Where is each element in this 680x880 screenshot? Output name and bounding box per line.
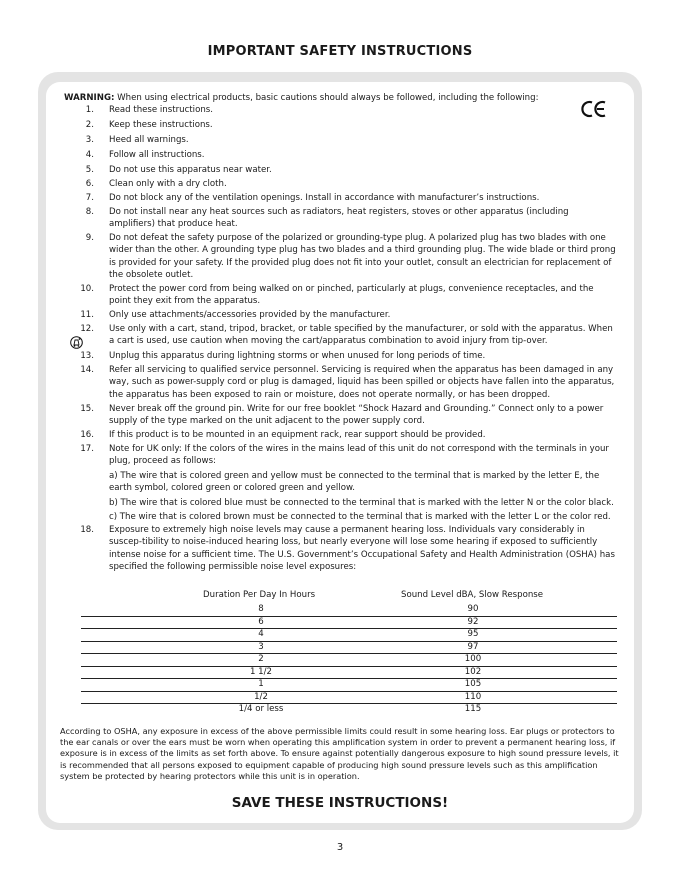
cell-duration: 1 — [258, 679, 264, 689]
table-row — [81, 629, 617, 642]
item-number: 16. — [80, 430, 94, 440]
item-text: Do not block any of the ventilation openings. Install in accordance with manufacturer’s instructions. — [109, 193, 540, 203]
cart-tip-over-icon — [70, 336, 83, 349]
item-number: 14. — [80, 365, 94, 375]
item-text: Use only with a cart, stand, tripod, bracket, or table specified by the manufacturer, or sold with the apparatus. When a cart is used, use caution when moving the cart/apparatus combination to avoid injury from tip-over. — [109, 324, 613, 347]
cell-sound-level: 95 — [467, 629, 479, 639]
table-header — [81, 590, 617, 604]
item-text: Do not use this apparatus near water. — [109, 165, 272, 175]
item-number: 12. — [80, 324, 94, 334]
table-row — [81, 704, 617, 716]
item-number: 18. — [80, 525, 94, 535]
item-number: 6. — [85, 179, 94, 189]
item-number: 7. — [85, 193, 94, 203]
item-text: Only use attachments/accessories provided by the manufacturer. — [109, 310, 391, 320]
item-text: Do not install near any heat sources such as radiators, heat registers, stoves or other apparatus (including amplifiers) that produce heat. — [109, 207, 569, 230]
table-row — [81, 679, 617, 692]
item-number: 10. — [80, 284, 94, 294]
uk-note-sub-b: b) The wire that is colored blue must be connected to the terminal that is marked with the letter N or the color black. — [109, 497, 614, 508]
item-text: If this product is to be mounted in an equipment rack, rear support should be provided. — [109, 430, 486, 440]
cell-duration: 1/4 or less — [238, 704, 284, 714]
cell-duration: 1 1/2 — [249, 666, 273, 677]
item-number: 8. — [85, 207, 94, 217]
cell-duration: 1/2 — [254, 691, 268, 702]
cell-sound-level: 97 — [467, 641, 479, 652]
cell-duration: 6 — [258, 616, 264, 627]
cell-duration: 4 — [258, 629, 264, 639]
item-text: Refer all servicing to qualified service personnel. Servicing is required when the apparatus has been damaged in any way, such as power-supply cord or plug is damaged, liquid has been spilled or objects have fallen into the apparatus, the apparatus has been exposed to rain or moisture, does not operate normally, or has been dropped. — [109, 365, 615, 400]
table-row — [81, 654, 617, 667]
column-header-duration: Duration Per Day In Hours — [203, 590, 316, 600]
item-text: Protect the power cord from being walked on or pinched, particularly at plugs, convenience receptacles, and the point they exit from the apparatus. — [109, 284, 594, 307]
warning-body: When using electrical products, basic cautions should always be followed, including the following: — [114, 93, 539, 103]
item-text: Clean only with a dry cloth. — [109, 179, 227, 189]
item-number: 9. — [85, 233, 94, 243]
cell-sound-level: 100 — [464, 654, 482, 664]
page-number: 3 — [336, 842, 344, 853]
item-text: Read these instructions. — [109, 105, 213, 115]
table-row — [81, 692, 617, 705]
uk-note-sub-c: c) The wire that is colored brown must be connected to the terminal that is marked with the letter L or the color red. — [109, 512, 611, 523]
item-text: Heed all warnings. — [109, 135, 189, 145]
table-row — [81, 667, 617, 680]
warning-text — [64, 93, 624, 104]
item-text — [109, 443, 616, 523]
item-number: 1. — [85, 105, 94, 115]
uk-note-text: Note for UK only: If the colors of the wires in the mains lead of this unit do not correspond with the terminals in your plug, proceed as follows: — [109, 444, 609, 467]
cell-sound-level: 110 — [464, 691, 482, 702]
item-number: 5. — [85, 165, 94, 175]
page-title: IMPORTANT SAFETY INSTRUCTIONS — [207, 44, 473, 59]
cell-duration: 8 — [258, 604, 264, 614]
table-row — [81, 604, 617, 617]
table-row — [81, 642, 617, 655]
cell-sound-level: 105 — [464, 679, 482, 689]
column-header-sound-level: Sound Level dBA, Slow Response — [401, 590, 544, 600]
noise-level-table — [81, 590, 617, 716]
item-text: Never break off the ground pin. Write for our free booklet “Shock Hazard and Grounding.” Connect only to a power supply of the type marked on the unit adjacent to the power supply cord. — [109, 404, 604, 427]
warning-label: WARNING: — [64, 93, 115, 103]
item-number: 13. — [80, 351, 94, 361]
item-text: Exposure to extremely high noise levels may cause a permanent hearing loss. Individuals vary considerably in suscep-tibility to noise-induced hearing loss, but nearly everyone will lose some hearing if exposed to sufficiently intense noise for a sufficient time. The U.S. Government’s Occupational Safety and Health Administration (OSHA) has specified the following permissible noise level exposures: — [109, 525, 615, 573]
item-text: Unplug this apparatus during lightning storms or when unused for long periods of time. — [109, 351, 486, 361]
cell-sound-level: 115 — [464, 704, 482, 714]
item-number: 17. — [80, 444, 94, 454]
cell-sound-level: 102 — [464, 666, 482, 677]
save-instructions-heading: SAVE THESE INSTRUCTIONS! — [231, 795, 449, 811]
item-number: 15. — [80, 404, 94, 414]
item-text: Follow all instructions. — [109, 150, 205, 160]
item-number: 3. — [85, 135, 94, 145]
table-row — [81, 617, 617, 630]
cell-duration: 3 — [258, 641, 264, 652]
item-number: 2. — [85, 120, 94, 130]
item-number: 11. — [80, 310, 94, 320]
cell-sound-level: 90 — [467, 604, 479, 614]
item-text: Keep these instructions. — [109, 120, 213, 130]
osha-note: According to OSHA, any exposure in excess of the above permissible limits could result in some hearing loss. Ear plugs or protectors to the ear canals or over the ears must be worn when operating this amplification system in order to prevent a permanent hearing loss, if exposure is in excess of the limits as set forth above. To ensure against potentially dangerous exposure to high sound pressure levels, it is recommended that all persons exposed to equipment capable of producing high sound pressure levels such as this amplification system be protected by hearing protectors while this unit is in operation. — [60, 726, 619, 781]
cell-duration: 2 — [258, 654, 264, 664]
uk-note-sub-a: a) The wire that is colored green and yellow must be connected to the terminal that is marked by the letter E, the earth symbol, colored green or colored green and yellow. — [109, 470, 600, 494]
cell-sound-level: 92 — [467, 616, 479, 627]
item-number: 4. — [85, 150, 94, 160]
item-text: Do not defeat the safety purpose of the polarized or grounding-type plug. A polarized plug has two blades with one wider than the other. A grounding type plug has two blades and a third grounding plug. The wide blade or third prong is provided for your safety. If the provided plug does not fit into your outlet, consult an electrician for replacement of the obsolete outlet. — [109, 233, 616, 281]
